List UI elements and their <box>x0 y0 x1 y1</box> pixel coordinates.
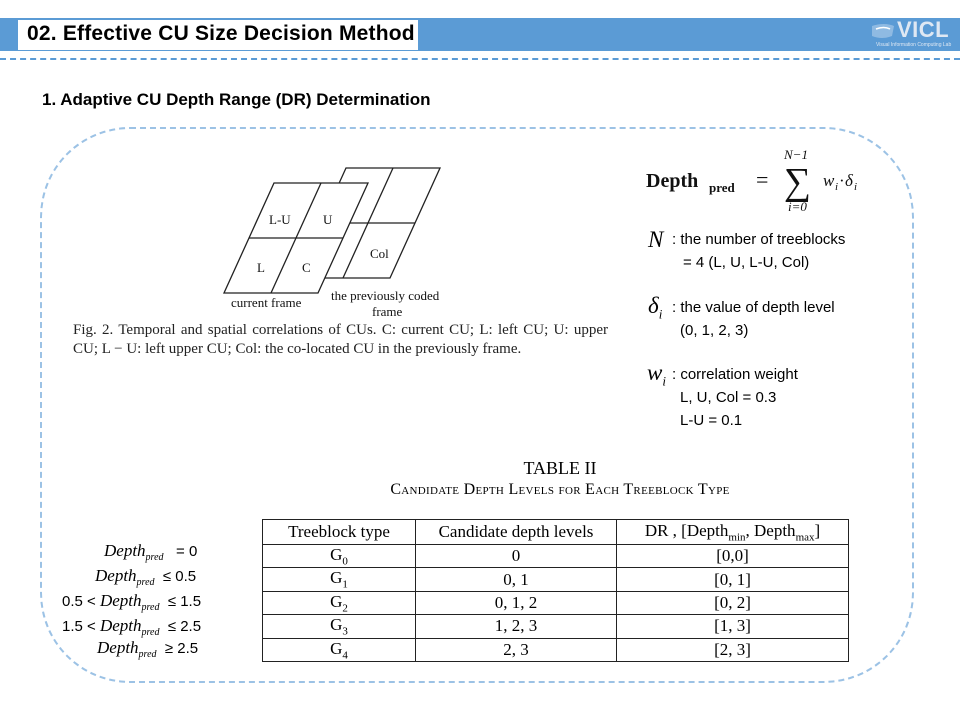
condition-row: 0.5 < Depth$_{pred}$ ≤ 1.5 <box>62 591 202 613</box>
dr-cell: [0, 1] <box>617 568 849 591</box>
formula-term: w <box>823 171 835 190</box>
table-row <box>263 568 849 591</box>
dr-cell: [1, 3] <box>617 615 849 638</box>
formula-equals: = <box>756 167 769 192</box>
formula-term-sub: i <box>835 181 839 193</box>
label-previous-frame-2: frame <box>372 304 403 319</box>
definition-n-line1: : the number of treeblocks <box>672 231 846 248</box>
symbol-w: $w_i$ <box>647 360 666 389</box>
table-row <box>263 638 849 661</box>
label-current-frame: current frame <box>231 295 302 310</box>
formula-sum-lower: i=0 <box>788 199 807 214</box>
label-previous-frame: the previously coded <box>331 288 440 303</box>
formula-sigma: ∑ <box>784 161 812 203</box>
section-title: 1. Adaptive CU Depth Range (DR) Determination <box>42 90 431 109</box>
levels-cell: 0 <box>416 545 617 568</box>
dr-cell: [0, 2] <box>617 591 849 614</box>
figure-caption: Fig. 2. Temporal and spatial correlations of CUs. C: current CU; L: left CU; U: upper CU; L − U: left upper CU; Col: the co-located CU in the previously frame. <box>73 322 608 357</box>
header-dr: DR , [Depth$_{min}$, Depth$_{max}$] <box>617 520 849 545</box>
treeblock-type-cell: $G_2$ <box>263 591 416 614</box>
cell-lu: L-U <box>269 212 291 227</box>
cell-l: L <box>257 260 265 275</box>
table-row <box>263 545 849 568</box>
definition-n <box>672 228 845 274</box>
depth-levels-table <box>262 519 849 662</box>
header-divider <box>0 58 960 60</box>
dr-cell: [2, 3] <box>617 638 849 661</box>
condition-row: Depth$_{pred}$ ≥ 2.5 <box>97 638 199 660</box>
table-title: TABLE II <box>523 458 597 478</box>
levels-cell: 1, 2, 3 <box>416 615 617 638</box>
definition-delta-line1: : the value of depth level <box>672 299 835 316</box>
table-row <box>263 615 849 638</box>
formula-lhs-sub: pred <box>709 180 735 195</box>
treeblock-type-cell: $G_4$ <box>263 638 416 661</box>
formula-sum-upper: N−1 <box>784 147 808 162</box>
formula-lhs: Depth <box>646 170 699 192</box>
levels-cell: 0, 1 <box>416 568 617 591</box>
table-header-row <box>263 520 849 545</box>
cell-col: Col <box>370 246 389 261</box>
dr-cell: [0,0] <box>617 545 849 568</box>
slide-title: 02. Effective CU Size Decision Method <box>27 22 415 45</box>
formula-term2-sub: i <box>854 181 858 193</box>
treeblock-type-cell: $G_3$ <box>263 615 416 638</box>
symbol-delta: $\delta_i$ <box>648 293 663 322</box>
condition-row: 1.5 < Depth$_{pred}$ ≤ 2.5 <box>62 616 202 638</box>
table-subtitle: Candidate Depth Levels for Each Treeblock Type <box>390 481 730 498</box>
formula-term2: δ <box>845 171 853 190</box>
cell-c: C <box>302 260 311 275</box>
definition-w-line2: L, U, Col = 0.3 <box>680 389 777 406</box>
levels-cell: 0, 1, 2 <box>416 591 617 614</box>
cu-correlation-diagram <box>220 160 470 325</box>
treeblock-type-cell: $G_1$ <box>263 568 416 591</box>
table-row <box>263 591 849 614</box>
condition-row: Depth$_{pred}$ = 0 <box>104 541 198 563</box>
definition-delta-line2: (0, 1, 2, 3) <box>680 322 749 339</box>
symbol-n: N <box>648 227 664 252</box>
definition-w-line3: L-U = 0.1 <box>680 412 743 429</box>
logo-subtext: Visual Information Computing Lab <box>876 42 952 48</box>
definition-delta <box>672 296 835 342</box>
definition-w <box>672 363 798 432</box>
header-treeblock-type: Treeblock type <box>263 520 416 545</box>
treeblock-type-cell: $G_0$ <box>263 545 416 568</box>
definition-w-line1: : correlation weight <box>672 366 798 383</box>
depth-formula <box>646 145 876 217</box>
condition-row: Depth$_{pred}$ ≤ 0.5 <box>95 566 197 588</box>
logo-text: VICL <box>897 17 950 42</box>
formula-dot: · <box>839 171 845 190</box>
definition-n-line2: = 4 (L, U, L-U, Col) <box>683 254 810 271</box>
cell-u: U <box>323 212 333 227</box>
levels-cell: 2, 3 <box>416 638 617 661</box>
header-candidate-levels: Candidate depth levels <box>416 520 617 545</box>
